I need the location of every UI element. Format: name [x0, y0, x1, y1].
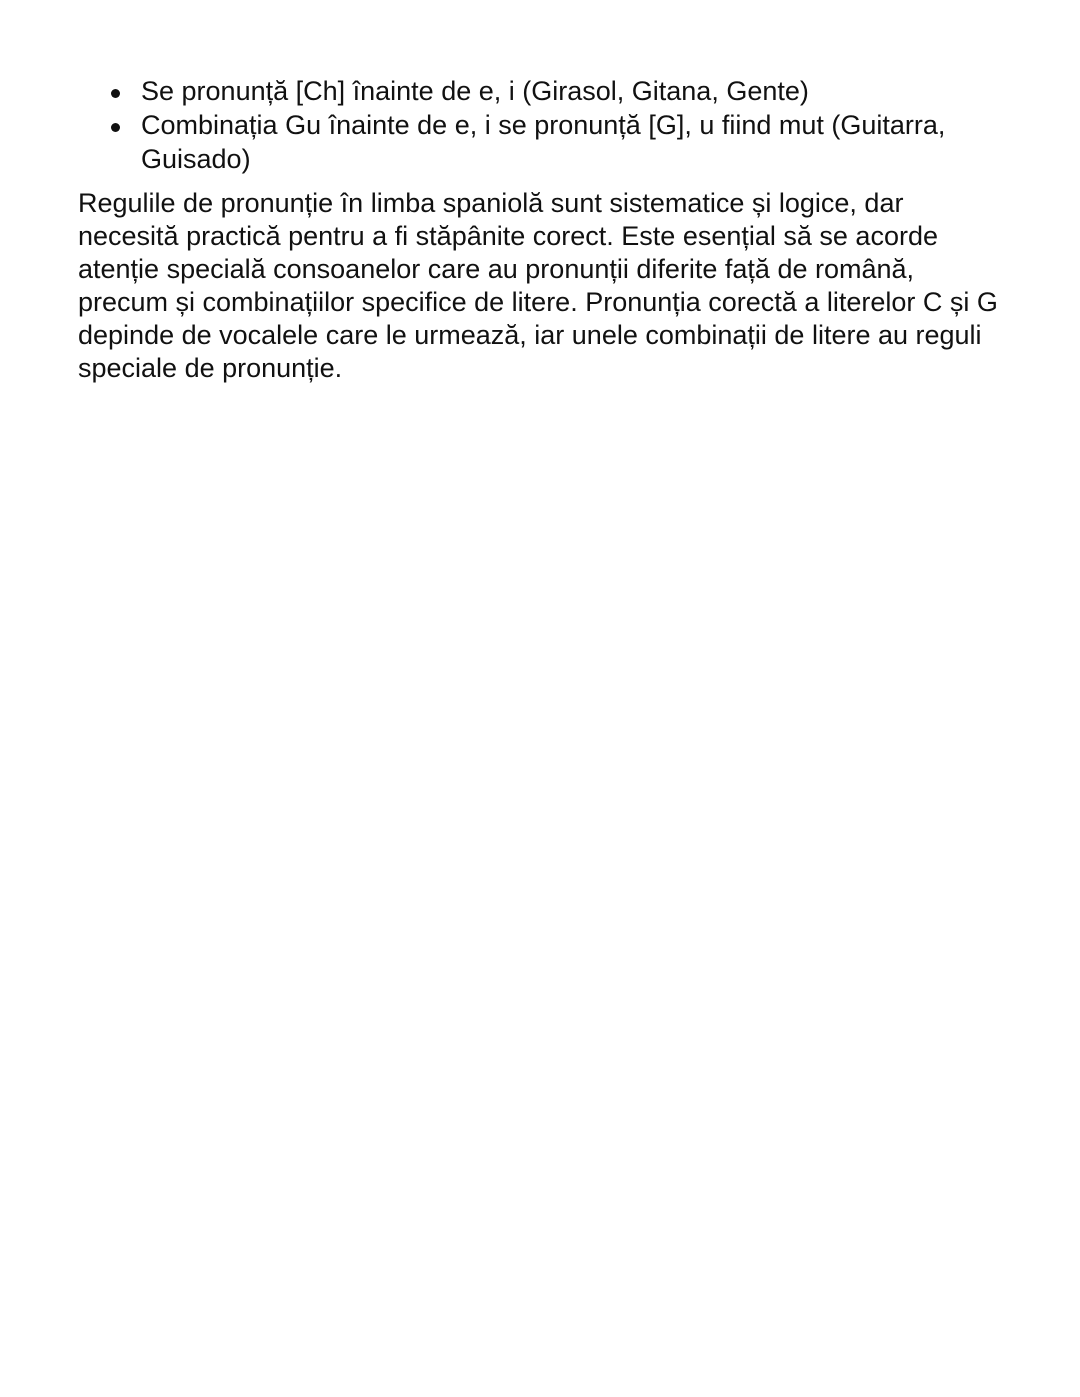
list-item — [78, 108, 1008, 176]
document-page — [78, 74, 1008, 385]
bullet-text: Se pronunță [Ch] înainte de e, i (Girasol, Gitana, Gente) — [141, 76, 809, 106]
bullet-list — [78, 74, 1008, 176]
bullet-icon — [111, 123, 120, 132]
body-paragraph: Regulile de pronunție în limba spaniolă sunt sistematice și logice, dar necesită practică pentru a fi stăpânite corect. Este esențial să se acorde atenție specială consoanelor care au pronunții diferite față de română, precum și combinațiilor specifice de litere. Pronunția corectă a literelor C și G depinde de vocalele care le urmează, iar unele combinații de litere au reguli speciale de pronunție. — [78, 188, 998, 383]
list-item — [78, 74, 1008, 108]
bullet-icon — [111, 89, 120, 98]
bullet-text: Combinația Gu înainte de e, i se pronunță [G], u fiind mut (Guitarra, Guisado) — [141, 110, 946, 174]
